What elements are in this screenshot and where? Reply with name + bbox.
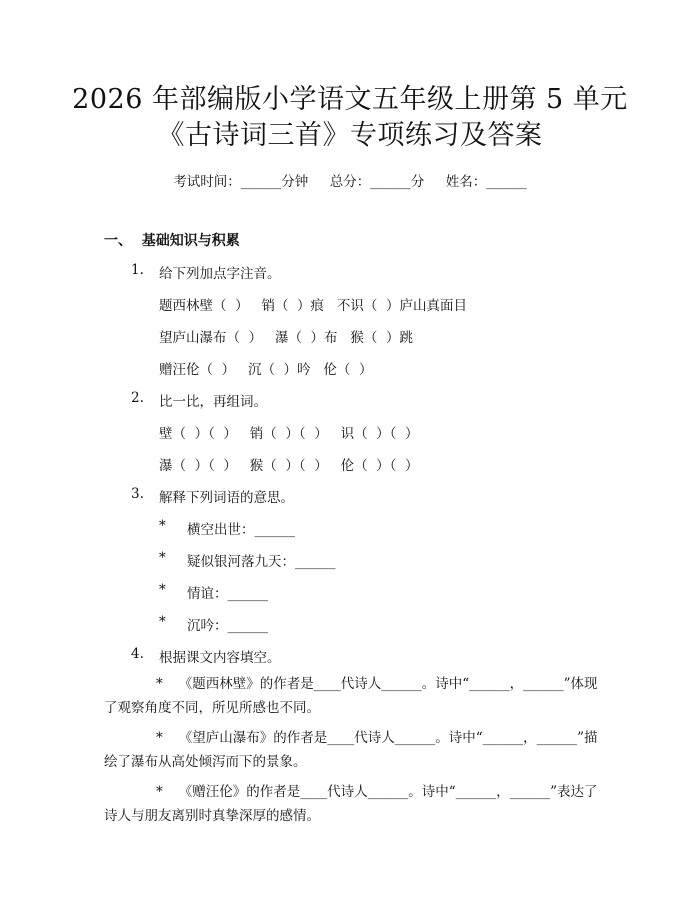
question-1-prompt: 给下列加点字注音。 bbox=[159, 266, 281, 282]
question-2-line: 壁（ ）（ ） 销（ ）（ ） 识（ ）（ ） bbox=[159, 426, 419, 442]
question-4-prompt: 根据课文内容填空。 bbox=[159, 650, 281, 666]
question-4-paragraph bbox=[104, 726, 600, 774]
exam-info-line: 考试时间：______分钟 总分：______分 姓名：______ bbox=[173, 174, 527, 190]
question-2-prompt: 比一比，再组词。 bbox=[159, 394, 267, 410]
bullet-marker: * bbox=[159, 614, 166, 630]
page-title-line-1: 2026 年部编版小学语文五年级上册第 5 单元 bbox=[72, 84, 628, 115]
bullet-marker: * bbox=[156, 784, 163, 800]
question-4-number: 4. bbox=[131, 646, 144, 662]
fill-in-text: 《望庐山瀑布》的作者是____代诗人______。诗中“______，______”描绘了瀑布从高处倾泻而下的景象。 bbox=[104, 730, 598, 770]
question-2-line: 瀑（ ）（ ） 猴（ ）（ ） 伦（ ）（ ） bbox=[159, 458, 419, 474]
question-1-number: 1. bbox=[131, 262, 144, 278]
question-3-prompt: 解释下列词语的意思。 bbox=[159, 490, 294, 506]
bullet-marker: * bbox=[156, 676, 163, 692]
question-3-number: 3. bbox=[131, 486, 144, 502]
question-3-item: 横空出世：______ bbox=[187, 522, 295, 538]
question-3-item: 沉吟：______ bbox=[187, 618, 268, 634]
question-3-item: 情谊：______ bbox=[187, 586, 268, 602]
bullet-marker: * bbox=[159, 550, 166, 566]
question-1-line: 题西林壁（ ） 销（ ）痕 不识（ ）庐山真面目 bbox=[159, 298, 467, 314]
question-1-line: 赠汪伦（ ） 沉（ ）吟 伦（ ） bbox=[159, 362, 373, 378]
section-heading: 一、 基础知识与积累 bbox=[104, 233, 240, 249]
question-4-paragraph bbox=[104, 780, 600, 828]
fill-in-text: 《赠汪伦》的作者是____代诗人______。诗中“______，______”表达了诗人与朋友离别时真挚深厚的感情。 bbox=[104, 784, 598, 824]
question-2-number: 2. bbox=[131, 390, 144, 406]
question-3-item: 疑似银河落九天：______ bbox=[187, 554, 336, 570]
bullet-marker: * bbox=[159, 582, 166, 598]
question-1-line: 望庐山瀑布（ ） 瀑（ ）布 猴（ ）跳 bbox=[159, 330, 413, 346]
question-4-paragraph bbox=[104, 672, 600, 720]
page-title-line-2: 《古诗词三首》专项练习及答案 bbox=[157, 120, 543, 151]
bullet-marker: * bbox=[159, 518, 166, 534]
bullet-marker: * bbox=[156, 730, 163, 746]
fill-in-text: 《题西林壁》的作者是____代诗人______。诗中“______，______”体现了观察角度不同，所见所感也不同。 bbox=[104, 676, 598, 716]
